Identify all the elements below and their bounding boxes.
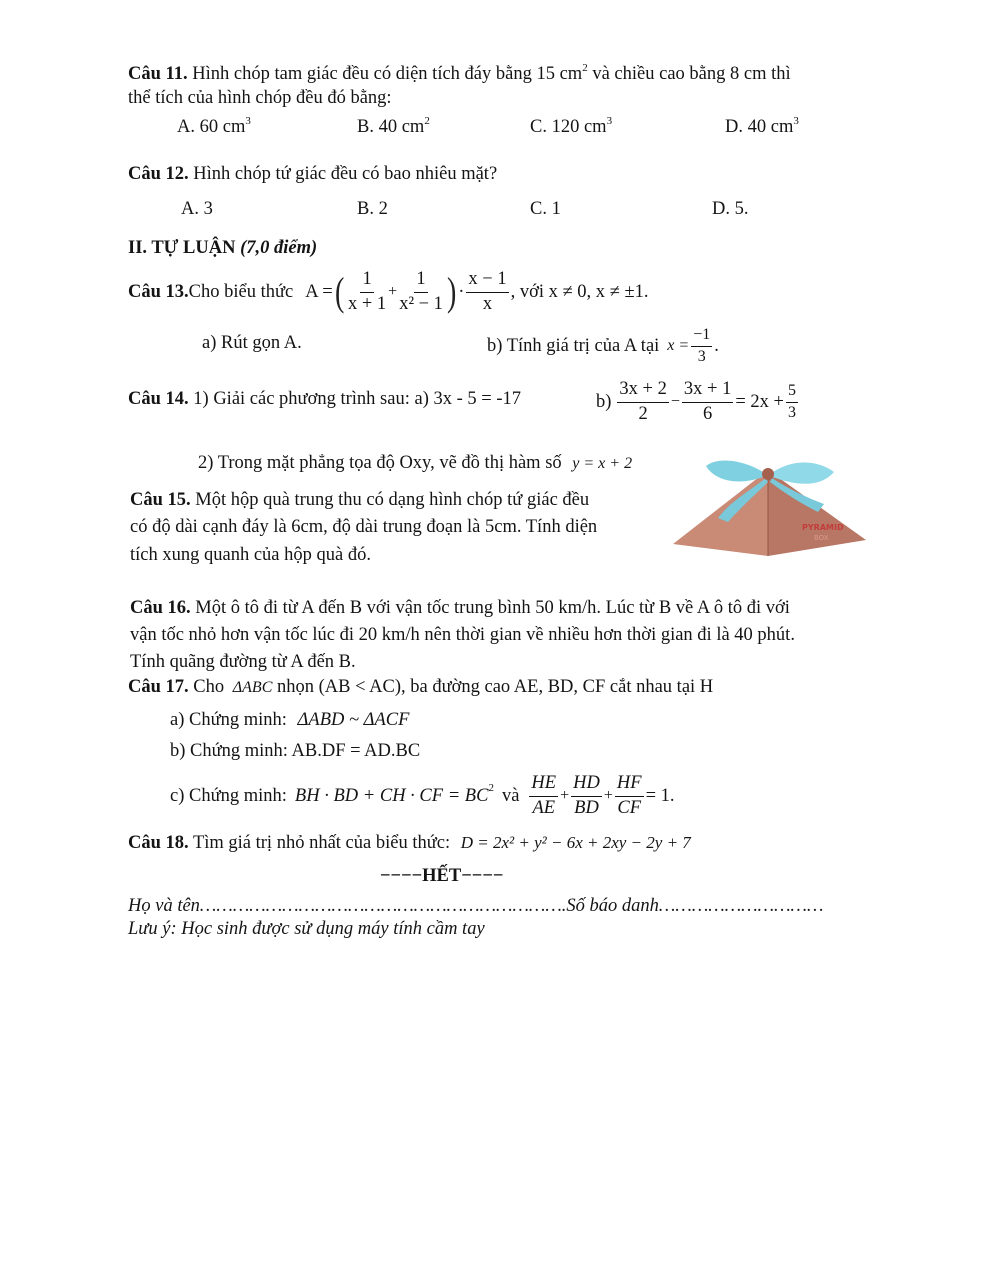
right-paren: )	[446, 269, 457, 314]
q13-frac2	[399, 270, 443, 314]
q13-part-a: a) Rút gọn A.	[202, 333, 302, 353]
q14-frac1	[617, 380, 668, 424]
brand-line2: BOX	[814, 534, 829, 542]
frac-den: BD	[574, 797, 599, 818]
q15-line3: tích xung quanh của hộp quà đó.	[130, 545, 371, 565]
equals-expr: = 2x +	[735, 391, 784, 412]
frac-num: 1	[414, 270, 427, 292]
q14-part2	[198, 453, 632, 474]
q11-line1	[128, 64, 791, 85]
frac-den: x + 1	[347, 293, 387, 314]
minus-sign: −	[670, 393, 680, 410]
frac-num: HF	[615, 774, 644, 796]
q16-line3: Tính quãng đường từ A đến B.	[130, 652, 356, 672]
frac-num: −1	[691, 327, 712, 347]
q12-option-a: A. 3	[181, 199, 213, 219]
q12-option-c: C. 1	[530, 199, 561, 219]
frac-den: x² − 1	[399, 293, 443, 314]
option-label: B. 40 cm	[357, 117, 425, 137]
frac-den: x	[482, 293, 493, 314]
q14-part1	[128, 389, 521, 410]
option-sup: 2	[424, 115, 430, 127]
q17-frac1	[529, 774, 558, 818]
end-mark: −−−−HẾT−−−−	[380, 866, 504, 886]
q16-line1	[130, 598, 790, 619]
q17-part-b: b) Chứng minh: AB.DF = AD.BC	[170, 741, 421, 761]
q14-part1-text: 1) Giải các phương trình sau: a) 3x - 5 = -17	[188, 389, 521, 409]
q15-label: Câu 15.	[130, 490, 191, 510]
option-label: C. 120 cm	[530, 117, 607, 137]
period: .	[714, 335, 719, 356]
box-left-face	[673, 470, 768, 556]
name-line: Họ và tên………………………………………………………….Số báo danh…………………………	[128, 896, 824, 916]
q17-part-a	[170, 710, 409, 731]
option-label: D. 40 cm	[725, 117, 794, 137]
q16-label: Câu 16.	[130, 598, 191, 618]
section-points: (7,0 điểm)	[240, 238, 318, 258]
q18-label: Câu 18.	[128, 833, 189, 853]
box-right-face	[768, 470, 866, 556]
triangle-abc: ΔABC	[232, 679, 273, 696]
q11-label: Câu 11.	[128, 64, 188, 84]
q16-line2: vận tốc nhỏ hơn vận tốc lúc đi 20 km/h nên thời gian về nhiều hơn thời gian đi là 40 phút.	[130, 625, 795, 645]
frac-den: AE	[532, 797, 556, 818]
and-word: và	[501, 785, 520, 806]
dot-operator: ·	[458, 281, 465, 302]
q11-option-a	[177, 117, 251, 138]
brand-line1: PYRAMID	[802, 523, 844, 532]
q17-frac3	[615, 774, 644, 818]
q17-intro-text: Cho	[188, 677, 225, 697]
frac-num: 1	[360, 270, 373, 292]
q17-intro	[128, 677, 713, 698]
q18-text: Tìm giá trị nhỏ nhất của biểu thức:	[188, 833, 451, 853]
q11-sup: 2	[582, 62, 588, 74]
q13-label: Câu 13.	[128, 281, 189, 302]
ribbon-left-loop	[706, 460, 766, 481]
note-line: Lưu ý: Học sinh được sử dụng máy tính cầm tay	[128, 919, 485, 939]
q13-part-b	[487, 324, 719, 368]
frac-den: CF	[617, 797, 642, 818]
q11-text: Hình chóp tam giác đều có diện tích đáy bằng 15 cm	[187, 64, 583, 84]
q16-text: Một ô tô đi từ A đến B với vận tốc trung bình 50 km/h. Lúc từ B về A ô tô đi với	[190, 598, 790, 618]
q13-line	[128, 268, 649, 316]
q13-frac3	[466, 270, 508, 314]
q17-part-c-expr: BH · BD + CH · CF = BC	[294, 785, 489, 806]
q13-part-b-text: b) Tính giá trị của A tại	[487, 335, 660, 356]
frac-num: 3x + 1	[682, 380, 733, 402]
plus-sign: +	[388, 283, 398, 300]
q13-condition: , với x ≠ 0, x ≠ ±1.	[510, 281, 649, 302]
q14-part1b-label: b)	[596, 391, 612, 412]
plus-sign: +	[603, 787, 613, 804]
plus-sign: +	[560, 787, 570, 804]
q14-label: Câu 14.	[128, 389, 189, 409]
frac-den: 3	[697, 347, 706, 365]
frac-den: 3	[787, 403, 796, 421]
q17-part-c	[170, 772, 675, 820]
q12-label: Câu 12.	[128, 164, 189, 184]
q13-frac1	[348, 270, 386, 314]
q12-line	[128, 164, 497, 185]
q11-option-b	[357, 117, 430, 138]
option-sup: 3	[245, 115, 251, 127]
q11-line2: thể tích của hình chóp đều đó bằng:	[128, 88, 392, 108]
q17-label: Câu 17.	[128, 677, 189, 697]
section-title	[128, 238, 317, 259]
q17-frac2	[571, 774, 602, 818]
ribbon-knot	[762, 468, 774, 480]
equals-one: = 1.	[645, 785, 675, 806]
q11-text-tail: và chiều cao bằng 8 cm thì	[587, 64, 791, 84]
q15-text: Một hộp quà trung thu có dạng hình chóp tứ giác đều	[190, 490, 590, 510]
q18-expr: D = 2x² + y² − 6x + 2xy − 2y + 7	[460, 833, 691, 852]
left-paren: (	[334, 269, 344, 314]
q12-option-b: B. 2	[357, 199, 388, 219]
option-label: A. 60 cm	[177, 117, 246, 137]
q12-text: Hình chóp tứ giác đều có bao nhiêu mặt?	[188, 164, 498, 184]
q15-line2: có độ dài cạnh đáy là 6cm, độ dài trung đoạn là 5cm. Tính diện	[130, 517, 598, 537]
q14-frac2	[682, 380, 733, 424]
q13-expr-a: A =	[305, 281, 333, 302]
frac-den: 6	[702, 403, 713, 424]
frac-num: HD	[571, 774, 602, 796]
q17-part-a-text: a) Chứng minh:	[170, 710, 287, 730]
q15-line1	[130, 490, 589, 511]
q18-line	[128, 833, 691, 854]
frac-num: 5	[786, 383, 798, 403]
q13-intro: Cho biểu thức	[188, 281, 294, 302]
frac-num: x − 1	[466, 270, 508, 292]
q12-option-d: D. 5.	[712, 199, 749, 219]
frac-den: 2	[638, 403, 648, 424]
frac-num: 3x + 2	[617, 380, 668, 402]
q17-part-c-text: c) Chứng minh:	[170, 785, 287, 806]
function-expr: y = x + 2	[572, 455, 633, 472]
q17-part-c-sup: 2	[488, 782, 494, 794]
q11-option-d	[725, 117, 799, 138]
q11-option-c	[530, 117, 612, 138]
q17-part-a-expr: ΔABD ~ ΔACF	[297, 710, 410, 730]
option-sup: 3	[606, 115, 613, 127]
frac-num: HE	[529, 774, 558, 796]
q13-part-b-frac	[691, 327, 712, 366]
section-title-text: II. TỰ LUẬN	[128, 238, 241, 258]
q14-frac3	[786, 383, 798, 422]
option-sup: 3	[793, 115, 799, 127]
q14-part1b	[596, 378, 800, 426]
x-equals: x =	[667, 337, 690, 354]
q17-intro-tail: nhọn (AB < AC), ba đường cao AE, BD, CF cắt nhau tại H	[272, 677, 714, 697]
q14-part2-text: 2) Trong mặt phẳng tọa độ Oxy, vẽ đồ thị hàm số	[198, 453, 562, 473]
pyramid-gift-box-image	[668, 452, 873, 562]
